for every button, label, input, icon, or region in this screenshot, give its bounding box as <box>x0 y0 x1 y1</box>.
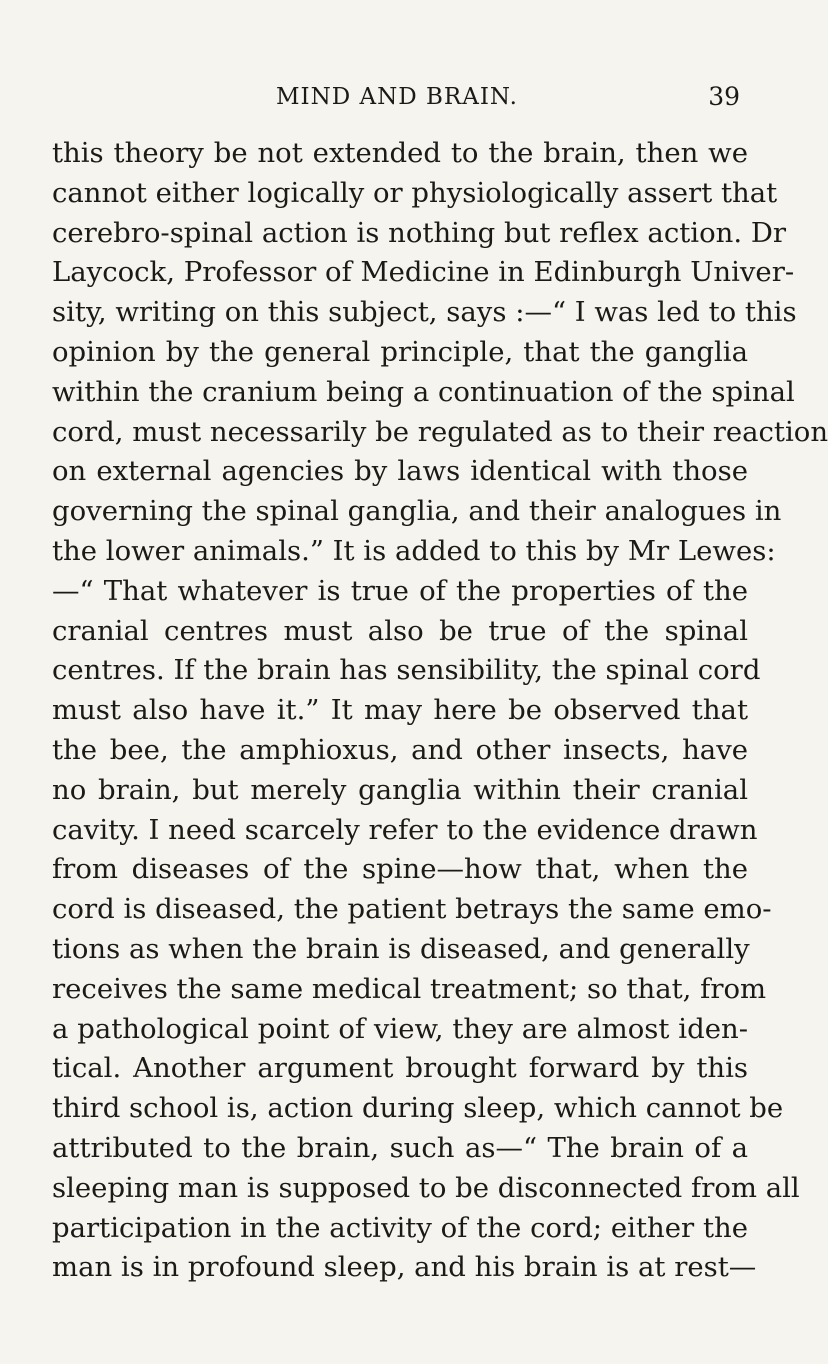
text-line: cord is diseased, the patient betrays the same emo- <box>52 893 772 926</box>
text-line: cavity. I need scarcely refer to the evidence drawn <box>52 813 758 846</box>
text-line: sity, writing on this subject, says :—“ I was led to this <box>52 296 797 329</box>
running-title: MIND AND BRAIN. <box>276 84 518 110</box>
text-line: a pathological point of view, they are almost iden- <box>52 1012 748 1045</box>
text-line: participation in the activity of the cord; either the <box>52 1211 748 1244</box>
text-line: man is in profound sleep, and his brain is at rest— <box>52 1251 757 1284</box>
text-line: within the cranium being a continuation of the spinal <box>52 375 795 408</box>
text-line: receives the same medical treatment; so that, from <box>52 972 767 1005</box>
page-number: 39 <box>708 82 740 111</box>
text-line: from diseases of the spine—how that, when the <box>52 853 748 886</box>
text-line: this theory be not extended to the brain, then we <box>52 137 748 169</box>
text-line: cerebro-spinal action is nothing but reflex action. Dr <box>52 216 787 249</box>
text-line: no brain, but merely ganglia within their cranial <box>52 773 748 806</box>
text-line: the lower animals.” It is added to this by Mr Lewes: <box>52 534 776 567</box>
text-line: cranial centres must also be true of the spinal <box>52 614 748 647</box>
text-line: governing the spinal ganglia, and their analogues in <box>52 495 782 528</box>
text-line: tical. Another argument brought forward by this <box>52 1052 748 1085</box>
text-line: tions as when the brain is diseased, and generally <box>52 932 750 965</box>
text-line: third school is, action during sleep, which cannot be <box>52 1092 784 1125</box>
text-line: opinion by the general principle, that the ganglia <box>52 335 748 368</box>
text-line: the bee, the amphioxus, and other insects, have <box>52 733 748 766</box>
text-line: —“ That whatever is true of the properties of the <box>52 574 748 607</box>
text-line: sleeping man is supposed to be disconnected from all <box>52 1171 800 1204</box>
text-line: cannot either logically or physiologically assert that <box>52 176 778 209</box>
text-line: Laycock, Professor of Medicine in Edinburgh Univer- <box>52 256 795 289</box>
text-line: must also have it.” It may here be observed that <box>52 694 748 727</box>
body-text <box>52 134 828 1288</box>
text-line: on external agencies by laws identical with those <box>52 455 748 488</box>
text-line: cord, must necessarily be regulated as to their reaction <box>52 415 828 448</box>
text-line: centres. If the brain has sensibility, the spinal cord <box>52 654 761 687</box>
page-header <box>0 78 800 118</box>
text-line: attributed to the brain, such as—“ The brain of a <box>52 1131 748 1164</box>
